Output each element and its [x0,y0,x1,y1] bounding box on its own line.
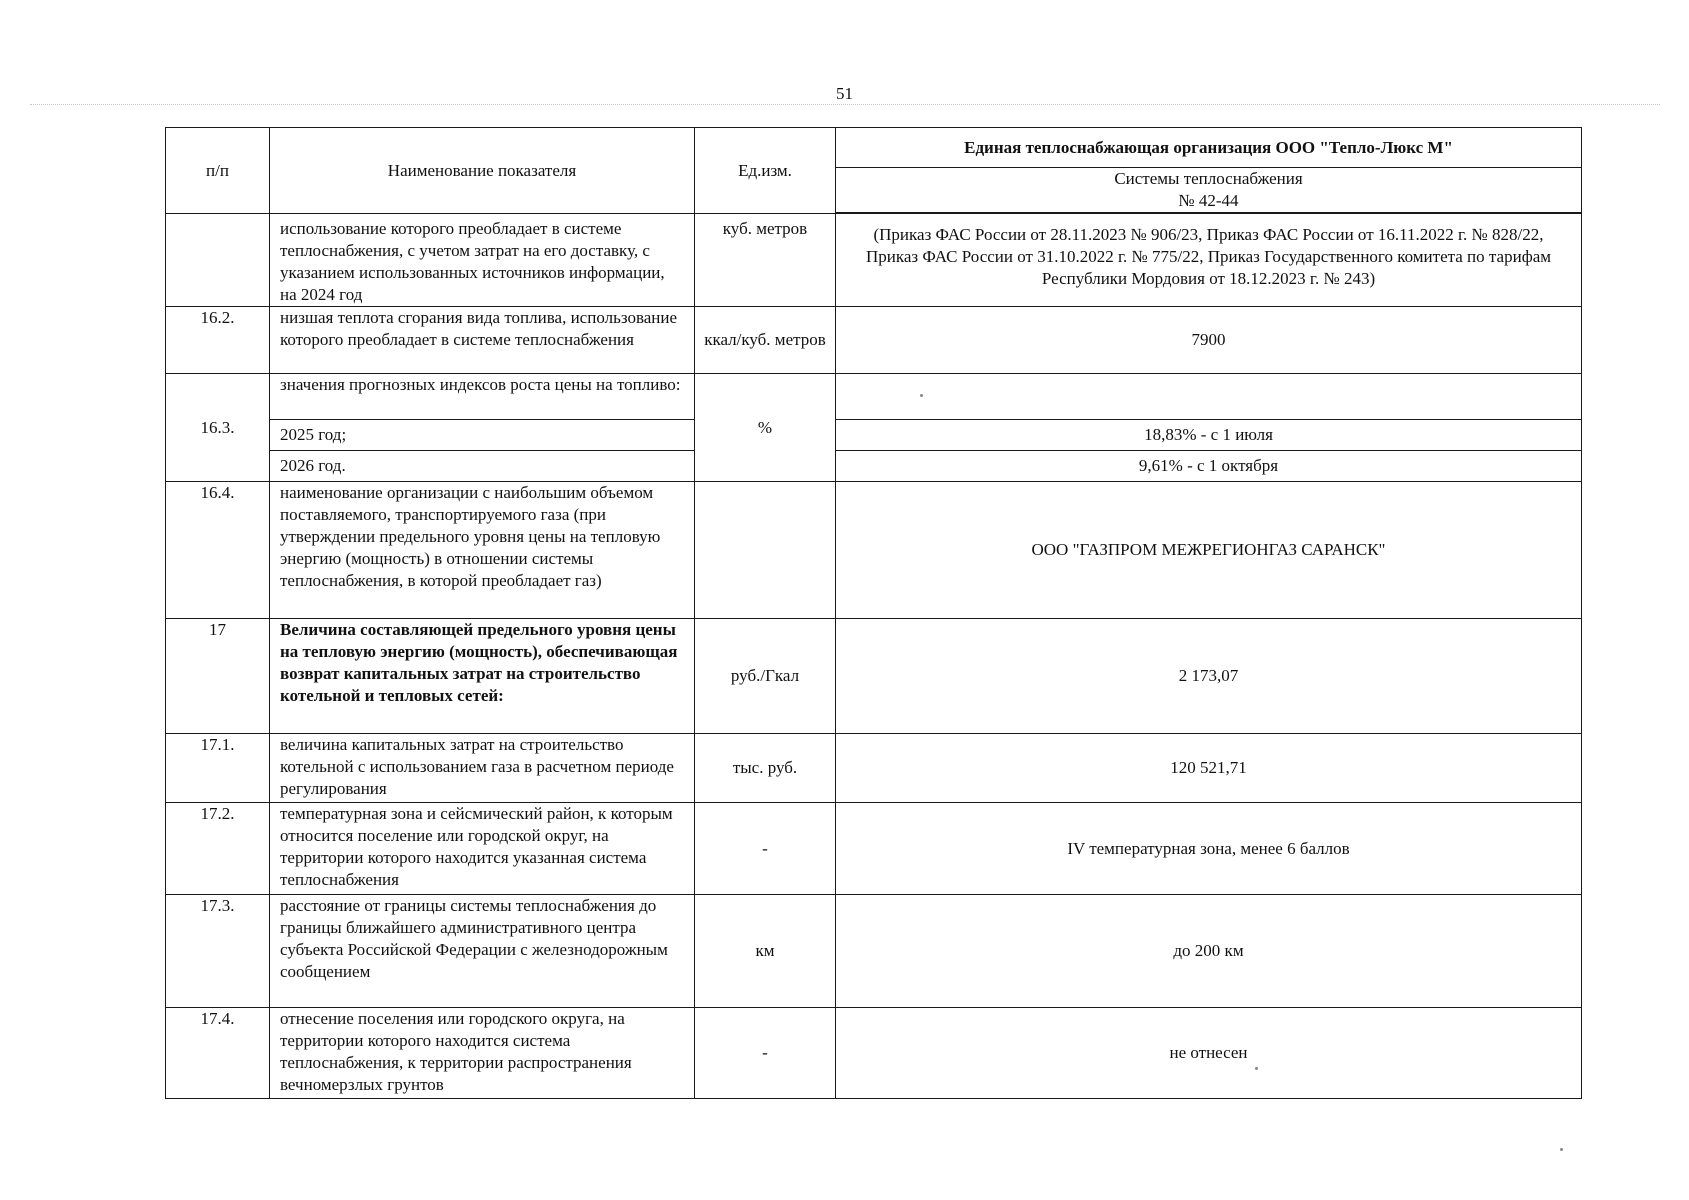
row-no: 17.3. [166,895,270,1008]
systems-line-2: № 42-44 [1178,191,1239,210]
row-unit: ккал/куб. метров [695,307,836,374]
row-no: 17.4. [166,1008,270,1099]
row-no: 16.4. [166,482,270,619]
row-name: отнесение поселения или городского округа, на территории которого находится система теплоснабжения, к территории распространения вечномерзлых грунтов [270,1008,695,1099]
table-row [166,374,1582,420]
table-row [166,803,1582,895]
table-row [166,734,1582,803]
scan-speck [920,394,923,397]
row-name: Величина составляющей предельного уровня цены на тепловую энергию (мощность), обеспечивающая возврат капитальных затрат на строительство котельной и тепловых сетей: [270,619,695,734]
row-no: 16.3. [166,374,270,482]
row-value: 120 521,71 [836,734,1582,803]
page-number: 51 [836,84,853,103]
row-name: температурная зона и сейсмический район, к которым относится поселение или городской округ, на территории которого находится указанная система теплоснабжения [270,803,695,895]
table-row [166,895,1582,1008]
subrow-value: 9,61% - с 1 октября [836,451,1582,482]
header-systems [836,168,1582,213]
row-name: расстояние от границы системы теплоснабжения до границы ближайшего административного центра субъекта Российской Федерации с железнодорожным сообщением [270,895,695,1008]
row-value [836,374,1582,420]
row-unit: % [695,374,836,482]
subrow-value: 18,83% - с 1 июля [836,420,1582,451]
header-name: Наименование показателя [270,128,695,214]
row-name: значения прогнозных индексов роста цены на топливо: [270,374,695,420]
row-value: (Приказ ФАС России от 28.11.2023 № 906/23, Приказ ФАС России от 16.11.2022 г. № 828/22, Приказ ФАС России от 31.10.2022 г. № 775/22, Приказ Государственного комитета по тарифам Республики Мордовия от 18.12.2023 г. № 243) [836,214,1582,307]
table-row [166,214,1582,307]
row-value: 2 173,07 [836,619,1582,734]
row-no: 16.2. [166,307,270,374]
indicator-table [165,127,1582,1099]
row-value: ООО "ГАЗПРОМ МЕЖРЕГИОНГАЗ САРАНСК" [836,482,1582,619]
row-unit: куб. метров [695,214,836,307]
table-row [166,1008,1582,1099]
row-name: использование которого преобладает в системе теплоснабжения, с учетом затрат на его доставку, с указанием использованных источников информации, на 2024 год [270,214,695,307]
systems-line-1: Системы теплоснабжения [1114,169,1303,188]
row-unit: км [695,895,836,1008]
table-row [166,307,1582,374]
row-value: до 200 км [836,895,1582,1008]
row-name: низшая теплота сгорания вида топлива, использование которого преобладает в системе теплоснабжения [270,307,695,374]
header-row [166,128,1582,168]
row-unit: тыс. руб. [695,734,836,803]
subrow-name: 2026 год. [270,451,695,482]
row-unit [695,482,836,619]
table-subrow [166,451,1582,482]
table-subrow [166,420,1582,451]
row-value: не отнесен [836,1008,1582,1099]
scan-artifact-line [30,104,1660,105]
scan-speck [1560,1148,1563,1151]
row-no: 17 [166,619,270,734]
row-name: наименование организации с наибольшим объемом поставляемого, транспортируемого газа (при утверждении предельного уровня цены на тепловую энергию (мощность) в отношении системы теплоснабжения, в которой преобладает газ) [270,482,695,619]
scan-speck [1255,1067,1258,1070]
row-no: 17.1. [166,734,270,803]
row-value: IV температурная зона, менее 6 баллов [836,803,1582,895]
row-unit: руб./Гкал [695,619,836,734]
row-value: 7900 [836,307,1582,374]
row-unit: - [695,803,836,895]
header-unit: Ед.изм. [695,128,836,214]
subrow-name: 2025 год; [270,420,695,451]
row-no [166,214,270,307]
header-no: п/п [166,128,270,214]
table-row [166,482,1582,619]
row-unit: - [695,1008,836,1099]
row-no: 17.2. [166,803,270,895]
table-row [166,619,1582,734]
header-org: Единая теплоснабжающая организация ООО "Тепло-Люкс М" [836,128,1582,168]
row-name: величина капитальных затрат на строительство котельной с использованием газа в расчетном периоде регулирования [270,734,695,803]
